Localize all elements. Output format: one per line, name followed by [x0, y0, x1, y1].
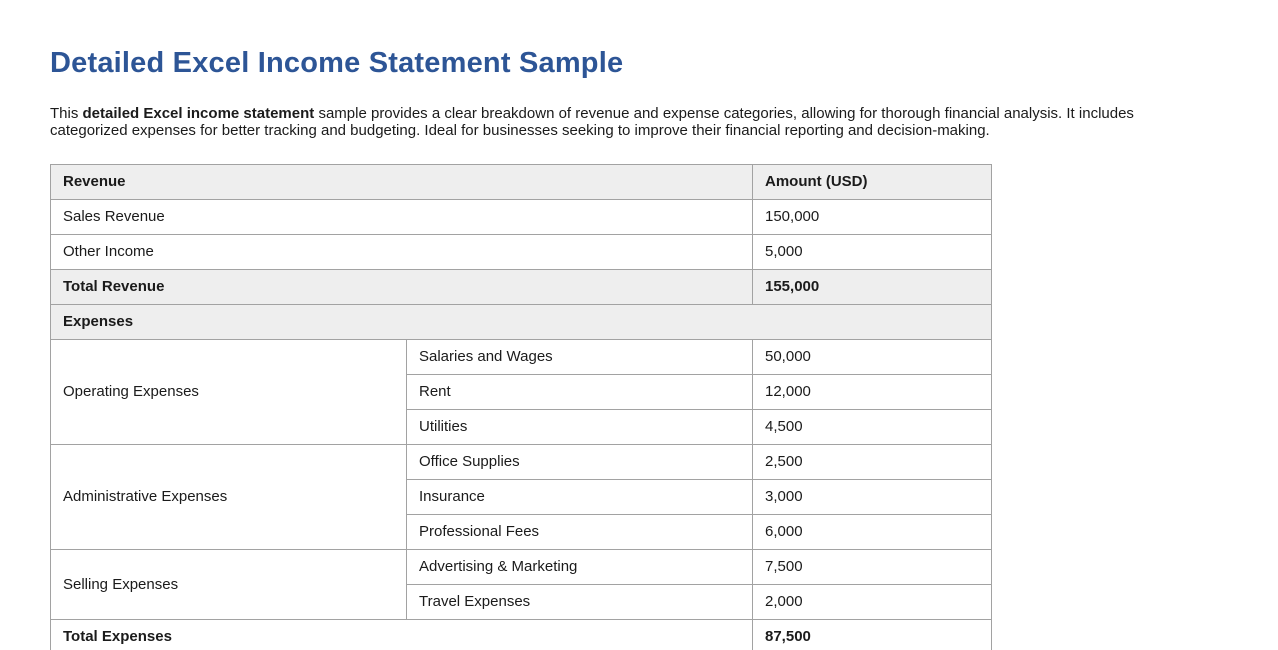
table-row: [51, 444, 992, 479]
row-label-cell: Rent: [407, 374, 753, 409]
row-label-cell: Office Supplies: [407, 444, 753, 479]
income-statement-table: [50, 164, 992, 650]
expense-group-cell: Operating Expenses: [51, 339, 407, 444]
total-revenue-amount-cell: 155,000: [753, 269, 992, 304]
expense-group-cell: Selling Expenses: [51, 549, 407, 619]
row-amount-cell: 3,000: [753, 479, 992, 514]
table-row: [51, 234, 992, 269]
table-row: [51, 549, 992, 584]
row-label-cell: Sales Revenue: [51, 199, 753, 234]
row-label-cell: Travel Expenses: [407, 584, 753, 619]
amount-header-cell: Amount (USD): [753, 164, 992, 199]
row-amount-cell: 7,500: [753, 549, 992, 584]
intro-text-rest: sample provides a clear breakdown of revenue and expense categories, allowing for thorough financial analysis. It includes categorized expenses for better tracking and budgeting. Ideal for businesses seeking to improve their financial reporting and decision-making.: [50, 104, 1134, 140]
row-label-cell: Advertising & Marketing: [407, 549, 753, 584]
row-amount-cell: 50,000: [753, 339, 992, 374]
expenses-section-cell: Expenses: [51, 304, 992, 339]
total-expenses-amount-cell: 87,500: [753, 619, 992, 650]
expenses-section-row: [51, 304, 992, 339]
total-expenses-label-cell: Total Expenses: [51, 619, 753, 650]
row-amount-cell: 2,500: [753, 444, 992, 479]
row-label-cell: Utilities: [407, 409, 753, 444]
page-title: Detailed Excel Income Statement Sample: [50, 47, 624, 79]
table-row: [51, 339, 992, 374]
row-amount-cell: 6,000: [753, 514, 992, 549]
row-label-cell: Salaries and Wages: [407, 339, 753, 374]
row-amount-cell: 5,000: [753, 234, 992, 269]
row-label-cell: Insurance: [407, 479, 753, 514]
expense-group-cell: Administrative Expenses: [51, 444, 407, 549]
total-revenue-label-cell: Total Revenue: [51, 269, 753, 304]
row-label-cell: Professional Fees: [407, 514, 753, 549]
intro-text-prefix: This: [50, 104, 83, 122]
table-header-row: [51, 164, 992, 199]
row-amount-cell: 2,000: [753, 584, 992, 619]
table-row: [51, 199, 992, 234]
row-label-cell: Other Income: [51, 234, 753, 269]
revenue-header-cell: Revenue: [51, 164, 753, 199]
intro-paragraph: [50, 105, 1208, 140]
row-amount-cell: 4,500: [753, 409, 992, 444]
total-expenses-row: [51, 619, 992, 650]
row-amount-cell: 12,000: [753, 374, 992, 409]
row-amount-cell: 150,000: [753, 199, 992, 234]
total-revenue-row: [51, 269, 992, 304]
intro-text-bold: detailed Excel income statement: [82, 104, 315, 122]
